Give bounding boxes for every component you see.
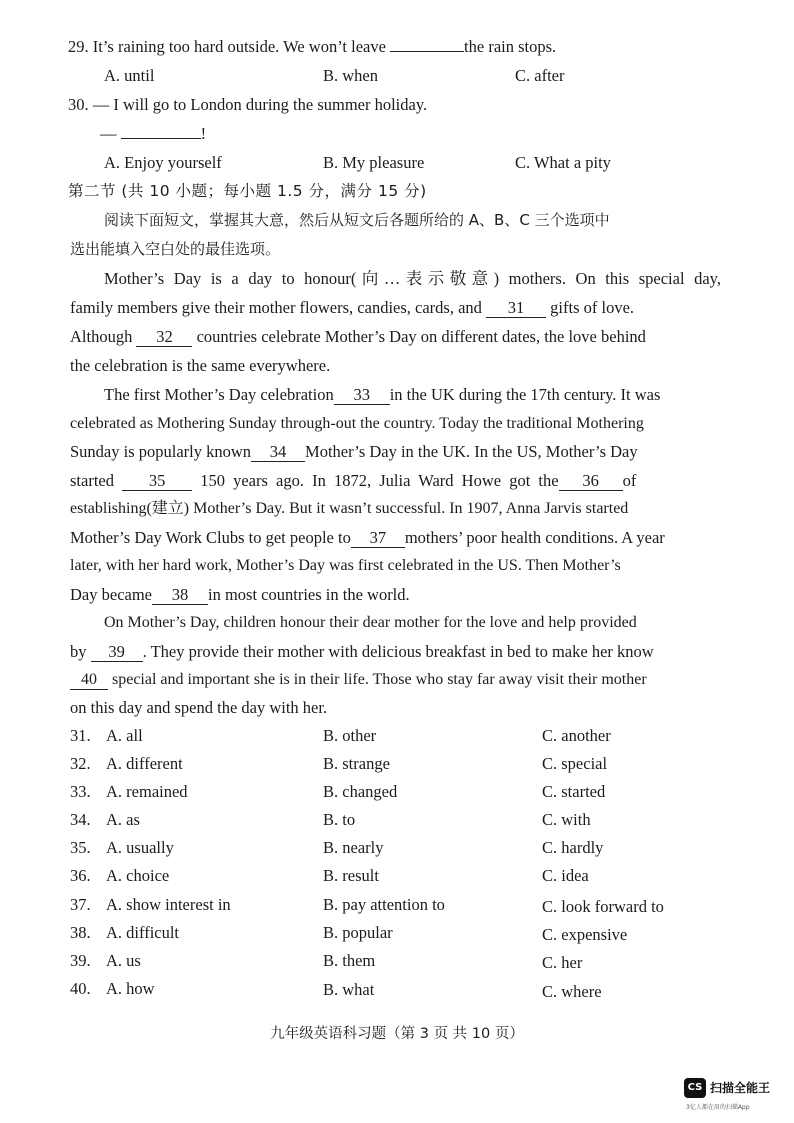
blank-31: 31: [486, 299, 546, 318]
question-number: 29.: [68, 37, 89, 56]
option-a: A. difficult: [106, 923, 180, 942]
passage-line: Sunday is popularly known 34 Mother’s Day in the UK. In the US, Mother’s Day: [70, 442, 638, 461]
passage-line: on this day and spend the day with her.: [70, 698, 328, 717]
passage-line: by 39 . They provide their mother with delicious breakfast in bed to make her know: [70, 642, 654, 661]
option-a: A. choice: [106, 866, 170, 885]
passage-line: On Mother’s Day, children honour their dear mother for the love and help provided: [104, 614, 637, 631]
option-b: B. when: [323, 66, 378, 85]
passage-line: Mother’s Day is a day to honour(向…表示敬意) mothers. On this special day,: [104, 269, 721, 288]
camscanner-logo-icon: [684, 1078, 784, 1112]
blank-36: 36: [559, 472, 623, 491]
passage-line: establishing(建立) Mother’s Day. But it wasn’t successful. In 1907, Anna Jarvis started: [70, 500, 629, 517]
option-a: A. show interest in: [106, 895, 231, 914]
blank-40: 40: [70, 671, 108, 690]
option-b: B. result: [323, 866, 379, 885]
option-c: C. special: [542, 754, 608, 773]
option-b: B. them: [323, 951, 376, 970]
option-c: C. another: [542, 726, 611, 745]
choice-number: 36.: [70, 866, 91, 885]
option-a: A. different: [106, 754, 183, 773]
option-c: C. started: [542, 782, 606, 801]
exclamation: !: [200, 124, 207, 143]
option-b: B. what: [323, 980, 375, 999]
logo-tagline: 3亿人都在用的扫描App: [686, 1104, 750, 1111]
question-29: [68, 37, 556, 57]
section-instruction: 选出能填入空白处的最佳选项。: [70, 240, 281, 258]
dash: —: [100, 124, 117, 143]
passage-line: Day became 38 in most countries in the world.: [70, 585, 410, 604]
choice-number: 34.: [70, 810, 91, 829]
logo-badge: CS: [684, 1078, 706, 1098]
option-a: A. usually: [106, 838, 174, 857]
passage-line: Mother’s Day Work Clubs to get people to 37 mothers’ poor health conditions. A year: [70, 528, 665, 547]
passage-line: celebrated as Mothering Sunday through-out the country. Today the traditional Mothering: [70, 415, 644, 432]
logo-name: 扫描全能王: [710, 1081, 771, 1095]
option-a: A. Enjoy yourself: [104, 153, 222, 172]
choice-number: 37.: [70, 895, 91, 914]
option-a: A. until: [104, 66, 155, 85]
question-text: the rain stops.: [464, 37, 557, 56]
answer-blank: [121, 138, 201, 139]
option-b: B. strange: [323, 754, 390, 773]
option-c: C. What a pity: [515, 153, 611, 172]
passage-line: later, with her hard work, Mother’s Day was first celebrated in the US. Then Mother’s: [70, 557, 621, 574]
option-b: B. other: [323, 726, 377, 745]
blank-32: 32: [136, 328, 192, 347]
option-c: C. expensive: [542, 925, 628, 944]
option-c: C. idea: [542, 866, 589, 885]
option-a: A. us: [106, 951, 141, 970]
blank-38: 38: [152, 586, 208, 605]
option-a: A. how: [106, 979, 155, 998]
passage-line: The first Mother’s Day celebration 33 in the UK during the 17th century. It was: [104, 385, 661, 404]
passage-line: the celebration is the same everywhere.: [70, 356, 331, 375]
blank-34: 34: [251, 443, 305, 462]
choice-number: 38.: [70, 923, 91, 942]
choice-number: 39.: [70, 951, 91, 970]
passage-line: 40 special and important she is in their life. Those who stay far away visit their mother: [70, 670, 647, 690]
option-b: B. nearly: [323, 838, 384, 857]
option-b: B. to: [323, 810, 356, 829]
blank-33: 33: [334, 386, 390, 405]
question-number: 30.: [68, 95, 89, 114]
passage-line: Although 32 countries celebrate Mother’s Day on different dates, the love behind: [70, 327, 646, 346]
choice-number: 32.: [70, 754, 91, 773]
answer-blank: [390, 51, 464, 52]
option-a: A. as: [106, 810, 140, 829]
choice-number: 35.: [70, 838, 91, 857]
question-30: [68, 95, 427, 115]
option-c: C. where: [542, 982, 602, 1001]
choice-number: 31.: [70, 726, 91, 745]
option-c: C. after: [515, 66, 565, 85]
passage-line: started 35 150 years ago. In 1872, Julia Ward Howe got the 36 of: [70, 471, 637, 490]
choice-number: 33.: [70, 782, 91, 801]
choice-number: 40.: [70, 979, 91, 998]
option-a: A. remained: [106, 782, 188, 801]
option-c: C. with: [542, 810, 591, 829]
question-text: It’s raining too hard outside. We won’t leave: [92, 37, 386, 56]
page-footer: 九年级英语科习题（第 3 页 共 10 页）: [270, 1026, 524, 1042]
blank-35: 35: [122, 472, 192, 491]
question-text: — I will go to London during the summer holiday.: [92, 95, 428, 114]
section-instruction: 阅读下面短文，掌握其大意，然后从短文后各题所给的 A、B、C 三个选项中: [104, 211, 610, 229]
blank-39: 39: [91, 643, 143, 662]
option-c: C. her: [542, 953, 583, 972]
question-30-response: [100, 124, 206, 144]
option-b: B. pay attention to: [323, 895, 445, 914]
blank-37: 37: [351, 529, 405, 548]
option-b: B. changed: [323, 782, 398, 801]
option-b: B. popular: [323, 923, 393, 942]
option-b: B. My pleasure: [323, 153, 425, 172]
option-a: A. all: [106, 726, 143, 745]
section-title: 第二节 (共 10 小题；每小题 1.5 分，满分 15 分): [68, 182, 427, 200]
passage-line: family members give their mother flowers, candies, cards, and 31 gifts of love.: [70, 298, 635, 317]
option-c: C. hardly: [542, 838, 604, 857]
option-c: C. look forward to: [542, 897, 664, 916]
